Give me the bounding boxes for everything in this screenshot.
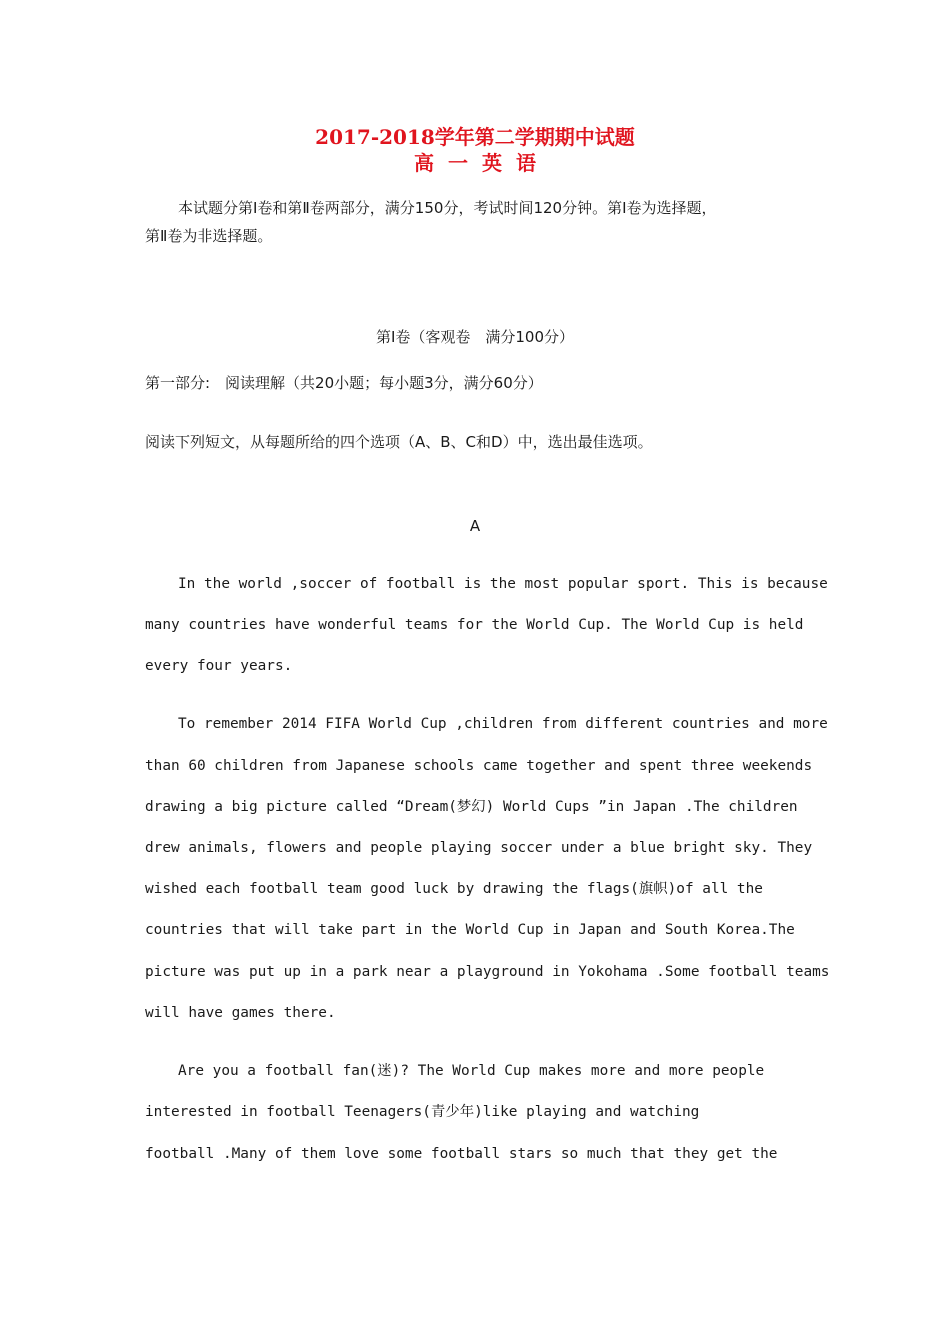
intro-line-2: 第Ⅱ卷为非选择题。 [145, 227, 273, 245]
passage-line: interested in football Teenagers(青少年)like playing and watching [145, 1104, 700, 1120]
passage-line: football .Many of them love some football stars so much that they get the [145, 1146, 778, 1162]
passage-line: than 60 children from Japanese schools came together and spent three weekends [145, 758, 813, 774]
passage-line: many countries have wonderful teams for the World Cup. The World Cup is held [145, 617, 804, 633]
part-title: 第一部分: 阅读理解（共20小题；每小题3分，满分60分） [145, 374, 543, 392]
instruction: 阅读下列短文，从每题所给的四个选项（A、B、C和D）中，选出最佳选项。 [145, 433, 653, 451]
passage-line: In the world ,soccer of football is the most popular sport. This is because [178, 576, 828, 592]
passage-line: will have games there. [145, 1005, 336, 1021]
passage-line: Are you a football fan(迷)? The World Cup makes more and more people [178, 1063, 765, 1079]
passage-line: To remember 2014 FIFA World Cup ,children from different countries and more [178, 716, 828, 732]
passage-label: A [469, 517, 481, 535]
passage-line: wished each football team good luck by drawing the flags(旗帜)of all the [145, 881, 763, 897]
passage-line: drawing a big picture called “Dream(梦幻) World Cups ”in Japan .The children [145, 799, 798, 815]
exam-title: 2017-2018学年第二学期期中试题 [315, 125, 635, 149]
exam-subject: 高一英语 [414, 151, 550, 175]
intro-line-1: 本试题分第Ⅰ卷和第Ⅱ卷两部分，满分150分，考试时间120分钟。第Ⅰ卷为选择题， [178, 199, 717, 217]
passage-line: drew animals, flowers and people playing soccer under a blue bright sky. They [145, 840, 813, 856]
volume-title: 第Ⅰ卷（客观卷 满分100分） [375, 328, 575, 346]
passage-line: every four years. [145, 658, 293, 674]
passage-line: picture was put up in a park near a playground in Yokohama .Some football teams [145, 964, 830, 980]
passage-line: countries that will take part in the World Cup in Japan and South Korea.The [145, 922, 795, 938]
